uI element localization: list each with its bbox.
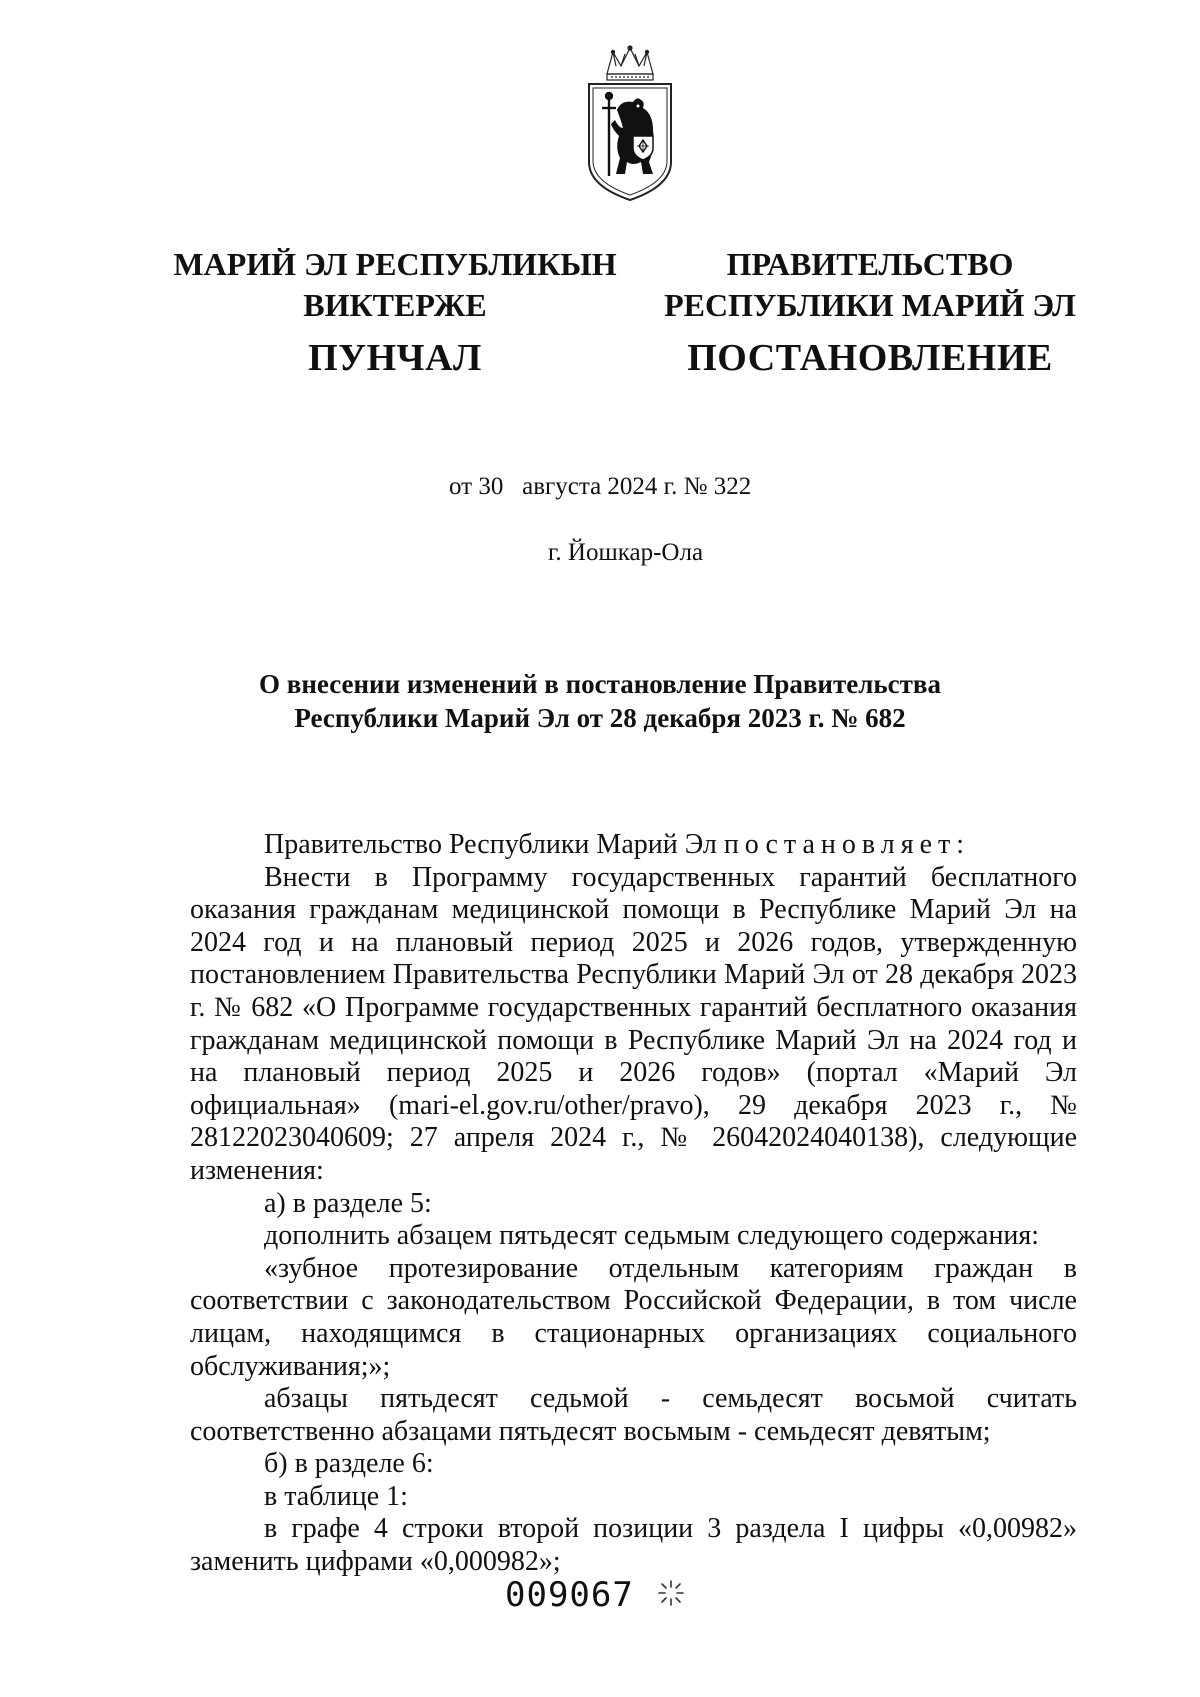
- body-paragraph-5: «зубное протезирование отдельным категориям граждан в соответствии с законодательством Российской Федерации, в том числе лицам, находящимся в стационарных организациях социального обслуживания;»;: [190, 1252, 1077, 1382]
- body-paragraph-1: [190, 829, 1077, 862]
- blank-serial-number: 009067: [505, 1575, 634, 1615]
- document-body: [190, 829, 1077, 1579]
- coat-of-arms-emblem: [583, 44, 677, 202]
- header-russian-line2: РЕСПУБЛИКИ МАРИЙ ЭЛ: [664, 287, 1076, 323]
- body-paragraph-3: а) в разделе 5:: [264, 1187, 432, 1219]
- header-russian-line1: ПРАВИТЕЛЬСТВО: [726, 246, 1014, 282]
- security-mark: [656, 1578, 686, 1608]
- header-russian-doc-type: ПОСТАНОВЛЕНИЕ: [687, 337, 1053, 379]
- header-russian: [660, 244, 1080, 379]
- header-mari-line2: ВИКТЕРЖЕ: [303, 287, 487, 323]
- body-paragraph-7: б) в разделе 6:: [264, 1448, 434, 1480]
- header-mari-doc-type: ПУНЧАЛ: [308, 337, 482, 379]
- security-mark-icon: [656, 1578, 686, 1608]
- subject-line1: О внесении изменений в постановление Правительства: [259, 669, 941, 699]
- body-paragraph-6: абзацы пятьдесят седьмой - семьдесят восьмой считать соответственно абзацами пятьдесят восьмым - семьдесят девятым;: [190, 1383, 1077, 1447]
- document-subject: [180, 667, 1020, 735]
- body-paragraph-2: Внести в Программу государственных гарантий бесплатного оказания гражданам медицинской помощи в Республике Марий Эл на 2024 год и на плановый период 2025 и 2026 годов, утвержденную постановлением Правительства Республики Марий Эл от 28 декабря 2023 г. № 682 «О Программе государственных гарантий бесплатного оказания гражданам медицинской помощи в Республике Марий Эл на 2024 год и на плановый период 2025 и 2026 годов» (портал «Марий Эл официальная» (mari-el.gov.ru/other/pravo), 29 декабря 2023 г., № 28122023040609; 27 апреля 2024 г., № 26042024040138), следующие изменения:: [190, 861, 1077, 1186]
- body-p1-spaced: постановляет:: [723, 829, 971, 860]
- document-date-number: от 30 августа 2024 г. № 322: [449, 473, 752, 500]
- body-paragraph-8: в таблице 1:: [264, 1480, 408, 1512]
- header-mari: [160, 244, 630, 379]
- subject-line2: Республики Марий Эл от 28 декабря 2023 г. № 682: [294, 703, 906, 733]
- header-mari-line1: МАРИЙ ЭЛ РЕСПУБЛИКЫН: [173, 246, 617, 282]
- body-paragraph-9: в графе 4 строки второй позиции 3 раздела I цифры «0,00982» заменить цифрами «0,000982»;: [190, 1513, 1077, 1578]
- body-p1-text: Правительство Республики Марий Эл: [264, 829, 724, 860]
- body-paragraph-4: дополнить абзацем пятьдесят седьмым следующего содержания:: [264, 1220, 1040, 1252]
- coat-of-arms-mari-el-icon: [583, 44, 677, 202]
- document-city: г. Йошкар-Ола: [548, 539, 704, 566]
